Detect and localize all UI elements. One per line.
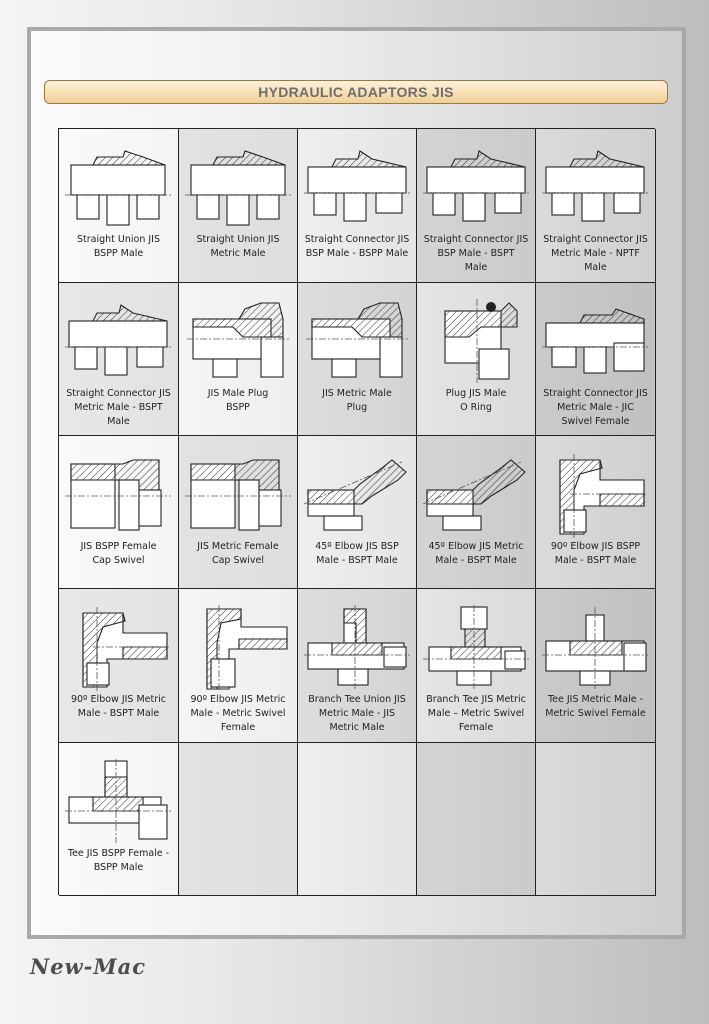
adaptor-item	[59, 436, 179, 589]
adaptor-label: Straight Connector JIS BSP Male - BSPT Male	[423, 234, 529, 273]
elbow-45-icon	[421, 450, 531, 538]
adaptor-item	[298, 283, 417, 436]
elbow-90-icon	[540, 450, 650, 538]
adaptor-item	[59, 743, 179, 896]
tee-swivel-icon	[540, 603, 650, 691]
adaptor-label: Straight Connector JIS Metric Male - NPTF Male	[543, 234, 648, 273]
adaptor-item	[59, 589, 179, 743]
adaptor-label: Branch Tee JIS Metric Male – Metric Swivel Female	[426, 694, 526, 733]
adaptor-catalog-grid	[58, 128, 655, 895]
adaptor-item	[417, 283, 536, 436]
adaptor-label: Tee JIS BSPP Female - BSPP Male	[67, 848, 170, 873]
adaptor-label: Branch Tee Union JIS Metric Male - JIS Metric Male	[308, 694, 406, 733]
adaptor-item	[298, 589, 417, 743]
page-title: HYDRAULIC ADAPTORS JIS	[44, 80, 668, 104]
cap-swivel-icon	[63, 450, 173, 538]
adaptor-label: 90º Elbow JIS Metric Male - BSPT Male	[70, 694, 167, 719]
adaptor-label: JIS Male Plug BSPP	[207, 388, 269, 413]
plug-o-ring-icon	[421, 297, 531, 385]
adaptor-item	[417, 129, 536, 283]
adaptor-item	[59, 283, 179, 436]
adaptor-label: 45º Elbow JIS BSP Male - BSPT Male	[315, 541, 399, 566]
adaptor-label: Straight Connector JIS Metric Male - JIC Swivel Female	[543, 388, 648, 427]
adaptor-label: Plug JIS Male O Ring	[445, 388, 507, 413]
cap-swivel-icon	[183, 450, 293, 538]
adaptor-item	[59, 129, 179, 283]
adaptor-label: Straight Connector JIS Metric Male - BSPT Male	[66, 388, 171, 427]
straight-connector-icon	[421, 143, 531, 231]
adaptor-label: Straight Union JIS Metric Male	[196, 234, 280, 259]
elbow-90-swivel-icon	[183, 603, 293, 691]
adaptor-label: 90º Elbow JIS BSPP Male - BSPT Male	[550, 541, 641, 566]
empty-cell	[298, 743, 417, 896]
empty-cell	[417, 743, 536, 896]
male-plug-icon	[302, 297, 412, 385]
adaptor-item	[536, 283, 656, 436]
adaptor-item	[417, 589, 536, 743]
adaptor-item	[179, 283, 298, 436]
straight-connector-icon	[540, 143, 650, 231]
elbow-90-icon	[63, 603, 173, 691]
empty-cell	[536, 743, 656, 896]
male-plug-icon	[183, 297, 293, 385]
adaptor-item	[536, 436, 656, 589]
adaptor-item	[298, 436, 417, 589]
adaptor-label: 45º Elbow JIS Metric Male - BSPT Male	[428, 541, 524, 566]
adaptor-item	[536, 129, 656, 283]
adaptor-item	[179, 436, 298, 589]
adaptor-item	[536, 589, 656, 743]
adaptor-item	[417, 436, 536, 589]
adaptor-label: Straight Connector JIS BSP Male - BSPP Male	[304, 234, 410, 259]
adaptor-item	[179, 129, 298, 283]
adaptor-item	[179, 589, 298, 743]
adaptor-label: JIS Metric Female Cap Swivel	[197, 541, 279, 566]
brand-logo: New-Mac	[30, 954, 146, 979]
straight-connector-icon	[302, 143, 412, 231]
adaptor-label: Straight Union JIS BSPP Male	[76, 234, 161, 259]
elbow-45-icon	[302, 450, 412, 538]
adaptor-label: JIS BSPP Female Cap Swivel	[80, 541, 157, 566]
adaptor-label: Tee JIS Metric Male - Metric Swivel Female	[545, 694, 646, 719]
straight-connector-swivel-icon	[540, 297, 650, 385]
branch-tee-icon	[302, 603, 412, 691]
straight-connector-icon	[63, 297, 173, 385]
adaptor-label: 90º Elbow JIS Metric Male - Metric Swivel Female	[190, 694, 286, 733]
adaptor-item	[298, 129, 417, 283]
adaptor-label: JIS Metric Male Plug	[322, 388, 392, 413]
straight-union-icon	[63, 143, 173, 231]
tee-icon	[63, 757, 173, 845]
branch-tee-swivel-icon	[421, 603, 531, 691]
straight-union-icon	[183, 143, 293, 231]
empty-cell	[179, 743, 298, 896]
